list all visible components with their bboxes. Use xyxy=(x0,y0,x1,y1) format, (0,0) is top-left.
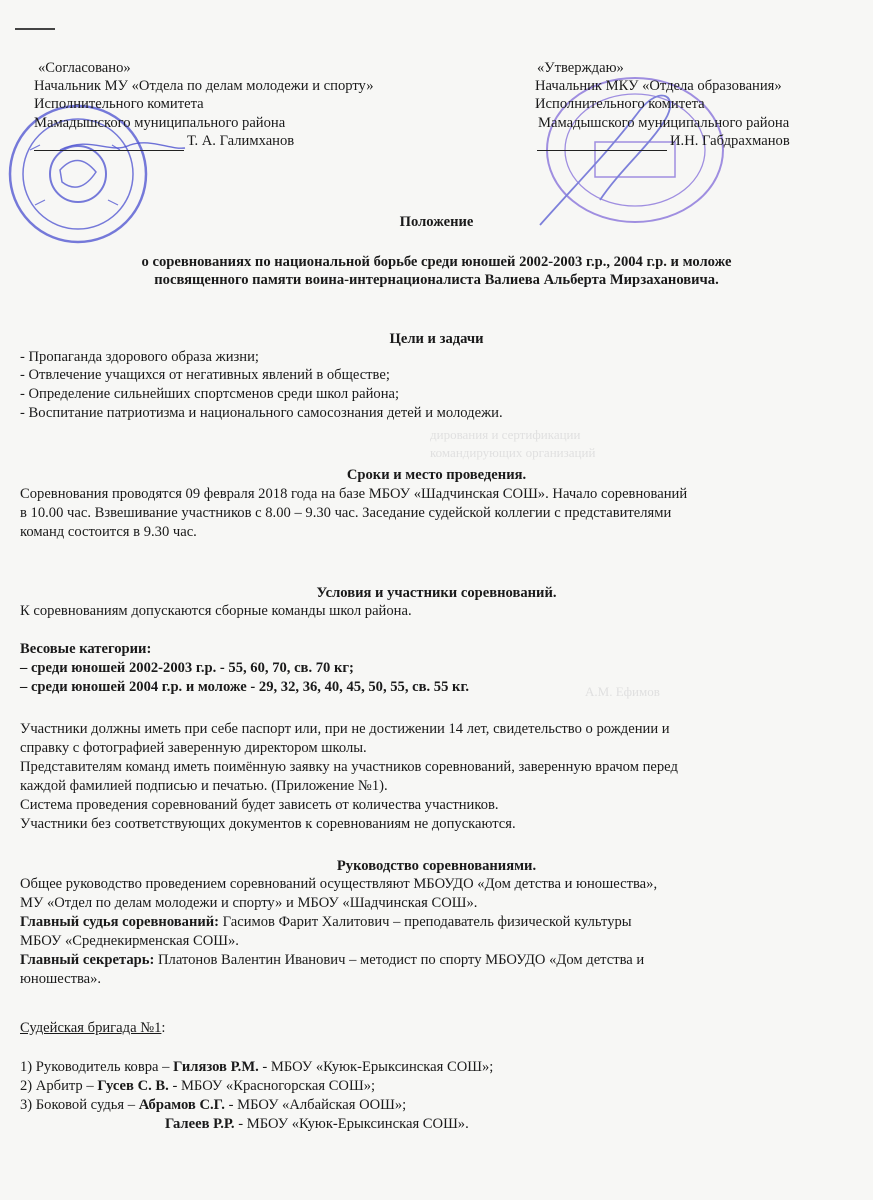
goals-item: - Пропаганда здорового образа жизни; xyxy=(20,349,259,365)
management-text: Общее руководство проведением соревнований осуществляют МБОУДО «Дом детства и юношества», xyxy=(20,876,658,892)
brigade-item xyxy=(20,1078,375,1095)
weights-heading: Весовые категории: xyxy=(20,641,152,657)
doc-subtitle: о соревнованиях по национальной борьбе среди юношей 2002-2003 г.р., 2004 г.р. и моложе xyxy=(141,254,732,270)
goals-item: - Воспитание патриотизма и национального самосознания детей и молодежи. xyxy=(20,405,503,421)
bleed-through-text: дирования и сертификации xyxy=(430,427,581,442)
brigade-item-suffix: - МБОУ «Куюк-Ерыксинская СОШ»; xyxy=(258,1059,494,1075)
brigade-heading-line xyxy=(20,1020,165,1037)
brigade-item-prefix: 1) Руководитель ковра – xyxy=(20,1059,174,1075)
brigade-item-prefix: 3) Боковой судья – xyxy=(20,1097,139,1113)
conditions-text: К соревнованиям допускаются сборные команды школ района. xyxy=(20,603,412,619)
brigade-heading-suffix: : xyxy=(161,1020,166,1036)
brigade-item-prefix: 2) Арбитр – xyxy=(20,1078,98,1094)
approval-left-sign-line xyxy=(34,150,184,151)
approval-left-title: «Согласовано» xyxy=(38,60,131,76)
approval-right-line: Исполнительного комитета xyxy=(535,96,705,112)
weights-item: – среди юношей 2002-2003 г.р. - 55, 60, 70, св. 70 кг; xyxy=(20,660,354,676)
secretary-label: Главный секретарь: xyxy=(20,952,155,968)
conditions-heading: Условия и участники соревнований. xyxy=(316,585,557,601)
schedule-text: команд состоится в 9.30 час. xyxy=(20,524,197,540)
weights-item: – среди юношей 2004 г.р. и моложе - 29, 32, 36, 40, 45, 50, 55, св. 55 кг. xyxy=(20,679,470,695)
bleed-through-text: командирующих организаций xyxy=(430,445,596,460)
approval-right-signer: И.Н. Габдрахманов xyxy=(670,133,790,149)
brigade-item-name: Гусев С. В. xyxy=(97,1078,169,1094)
conditions-text: каждой фамилией подписью и печатью. (Приложение №1). xyxy=(20,778,388,794)
conditions-text: Представителям команд иметь поимённую заявку на участников соревнований, заверенную врачом перед xyxy=(20,759,678,775)
chief-judge-label: Главный судья соревнований: xyxy=(20,914,220,930)
brigade-item-suffix: - МБОУ «Красногорская СОШ»; xyxy=(168,1078,376,1094)
brigade-item xyxy=(165,1116,469,1133)
goals-item: - Отвлечение учащихся от негативных явлений в обществе; xyxy=(20,367,390,383)
doc-title: Положение xyxy=(399,214,474,230)
brigade-item xyxy=(20,1097,406,1114)
approval-right-title: «Утверждаю» xyxy=(537,60,624,76)
conditions-text: Участники без соответствующих документов к соревнованиям не допускаются. xyxy=(20,816,516,832)
approval-right-line: Мамадышского муниципального района xyxy=(538,115,790,131)
management-heading: Руководство соревнованиями. xyxy=(336,858,537,874)
secretary-text: Платонов Валентин Иванович – методист по спорту МБОУДО «Дом детства и xyxy=(154,952,645,968)
brigade-heading: Судейская бригада №1 xyxy=(20,1020,162,1036)
approval-left-line: Начальник МУ «Отдела по делам молодежи и спорту» xyxy=(34,78,374,94)
brigade-item xyxy=(20,1059,493,1076)
management-text: МУ «Отдел по делам молодежи и спорту» и МБОУ «Шадчинская СОШ». xyxy=(20,895,478,911)
schedule-text: Соревнования проводятся 09 февраля 2018 года на базе МБОУ «Шадчинская СОШ». Начало соревнований xyxy=(20,486,688,502)
brigade-item-name: Абрамов С.Г. xyxy=(138,1097,225,1113)
chief-judge-text2: МБОУ «Среднекирменская СОШ». xyxy=(20,933,239,949)
brigade-item-suffix: - МБОУ «Куюк-Ерыксинская СОШ». xyxy=(234,1116,469,1132)
schedule-heading: Сроки и место проведения. xyxy=(346,467,527,483)
chief-judge-line xyxy=(20,914,632,931)
approval-left-signer: Т. А. Галимханов xyxy=(187,133,295,149)
schedule-text: в 10.00 час. Взвешивание участников с 8.00 – 9.30 час. Заседание судейской коллегии с представителями xyxy=(20,505,672,521)
secretary-line xyxy=(20,952,644,969)
brigade-item-name: Галеев Р.Р. xyxy=(165,1116,235,1132)
bleed-through-text: А.М. Ефимов xyxy=(585,684,660,699)
chief-judge-text: Гасимов Фарит Халитович – преподаватель физической культуры xyxy=(219,914,632,930)
goals-item: - Определение сильнейших спортсменов среди школ района; xyxy=(20,386,400,402)
conditions-text: Участники должны иметь при себе паспорт или, при не достижении 14 лет, свидетельство о рождении и xyxy=(20,721,670,737)
approval-right-sign-line xyxy=(537,150,667,151)
approval-left-line: Мамадышского муниципального района xyxy=(34,115,286,131)
brigade-item-name: Гилязов Р.М. xyxy=(173,1059,259,1075)
approval-left-line: Исполнительного комитета xyxy=(34,96,204,112)
brigade-item-suffix: - МБОУ «Албайская ООШ»; xyxy=(224,1097,407,1113)
conditions-text: Система проведения соревнований будет зависеть от количества участников. xyxy=(20,797,499,813)
secretary-text2: юношества». xyxy=(20,971,102,987)
goals-heading: Цели и задачи xyxy=(389,331,484,347)
conditions-text: справку с фотографией заверенную директором школы. xyxy=(20,740,367,756)
approval-right-line: Начальник МКУ «Отдела образования» xyxy=(535,78,782,94)
doc-subtitle: посвященного памяти воина-интернационалиста Валиева Альберта Мирзахановича. xyxy=(154,272,719,288)
